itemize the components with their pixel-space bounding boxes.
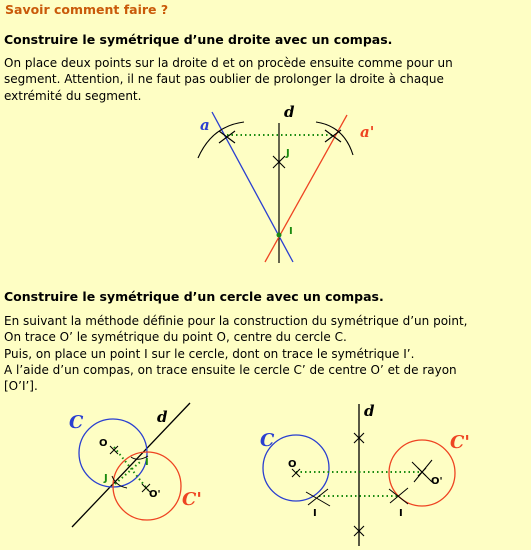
label-c-prime: C' [450, 432, 470, 453]
page-title: Savoir comment faire ? [5, 2, 169, 17]
text-line: extrémité du segment. [4, 88, 142, 103]
label-c: C [260, 430, 275, 451]
label-d: d [364, 402, 375, 420]
text-line: On trace O’ le symétrique du point O, centre du cercle C. [4, 330, 347, 345]
section-heading-line-symmetry: Construire le symétrique d’une droite avec un compas. [4, 32, 393, 47]
label-c: C [69, 412, 84, 433]
text-line: En suivant la méthode définie pour la construction du symétrique d’un point, [4, 314, 468, 328]
compass-arc [412, 460, 432, 482]
text-line: segment. Attention, il ne faut pas oublier de prolonger la droite à chaque [4, 72, 444, 87]
label-i-prime: I [399, 508, 403, 519]
label-o: O [99, 438, 108, 449]
text-line: On place deux points sur la droite d et on procède ensuite comme pour un [4, 56, 453, 70]
label-d: d [284, 103, 295, 121]
label-o-prime: O' [149, 489, 161, 500]
label-c-prime: C' [182, 489, 202, 510]
label-i: I [289, 226, 293, 237]
text-line: Puis, on place un point I sur le cercle, dont on trace le symétrique I’. [4, 346, 415, 361]
label-i: I [145, 457, 149, 468]
label-a-prime: a' [360, 123, 375, 141]
section-heading-circle-symmetry: Construire le symétrique d’un cercle avec un compas. [4, 289, 384, 304]
label-o-prime: O' [431, 476, 443, 487]
label-o: O [288, 459, 297, 470]
label-a: a [200, 116, 210, 134]
label-j: J [286, 148, 290, 159]
text-line: [O’I’]. [4, 379, 38, 394]
text-line: A l’aide d’un compas, on trace ensuite le cercle C’ de centre O’ et de rayon [4, 362, 457, 377]
label-d: d [157, 408, 168, 426]
point-o-mark [292, 469, 300, 477]
label-j: J [104, 473, 108, 484]
label-i: I [313, 508, 317, 519]
